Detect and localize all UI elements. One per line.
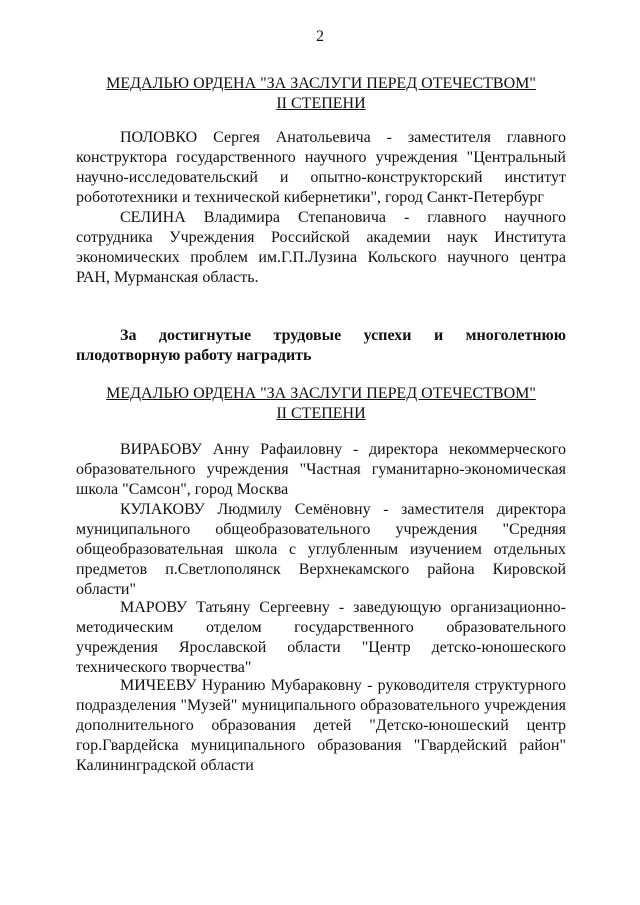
- section1-heading-line1: МЕДАЛЬЮ ОРДЕНА "ЗА ЗАСЛУГИ ПЕРЕД ОТЕЧЕСТВОМ": [106, 75, 536, 92]
- page-number: 2: [316, 28, 324, 45]
- entry-kulakova: КУЛАКОВУ Людмилу Семёновну - заместителя директора муниципального общеобразовательного учреждения "Средняя общеобразовательная школа с углубленным изучением отдельных предметов п.Светлополянск Верхнекамского района Кировской области": [76, 501, 566, 598]
- entry-selin: СЕЛИНА Владимира Степановича - главного научного сотрудника Учреждения Российской академии наук Института экономических проблем им.Г.П.Лузина Кольского научного центра РАН, Мурманская область.: [76, 209, 566, 286]
- section1-heading-line2: II СТЕПЕНИ: [276, 95, 366, 112]
- entry-marova: МАРОВУ Татьяну Сергеевну - заведующую организационно-методическим отделом государственного образовательного учреждения Ярославской области "Центр детско-юношеского технического творчества": [76, 599, 566, 676]
- entry-micheeva: МИЧЕЕВУ Нуранию Мубараковну - руководителя структурного подразделения "Музей" муниципального образовательного учреждения дополнительного образования детей "Детско-юношеский центр гор.Гвардейска муниципального образования "Гвардейский район" Калининградской области: [76, 677, 566, 774]
- section2-heading-line2: II СТЕПЕНИ: [276, 405, 366, 422]
- section2-heading-line1: МЕДАЛЬЮ ОРДЕНА "ЗА ЗАСЛУГИ ПЕРЕД ОТЕЧЕСТВОМ": [106, 385, 536, 402]
- section1-heading: [76, 74, 566, 114]
- entry-virabova: ВИРАБОВУ Анну Рафаиловну - директора некоммерческого образовательного учреждения "Частная гуманитарно-экономическая школа "Самсон", город Москва: [76, 441, 566, 498]
- section2-heading: [76, 384, 566, 424]
- award-statement: За достигнутые трудовые успехи и многолетнюю плодотворную работу наградить: [76, 327, 566, 364]
- entry-polovko: ПОЛОВКО Сергея Анатольевича - заместителя главного конструктора государственного научного учреждения "Центральный научно-исследовательский и опытно-конструкторский институт робототехники и технической кибернетики", город Санкт-Петербург: [76, 129, 566, 206]
